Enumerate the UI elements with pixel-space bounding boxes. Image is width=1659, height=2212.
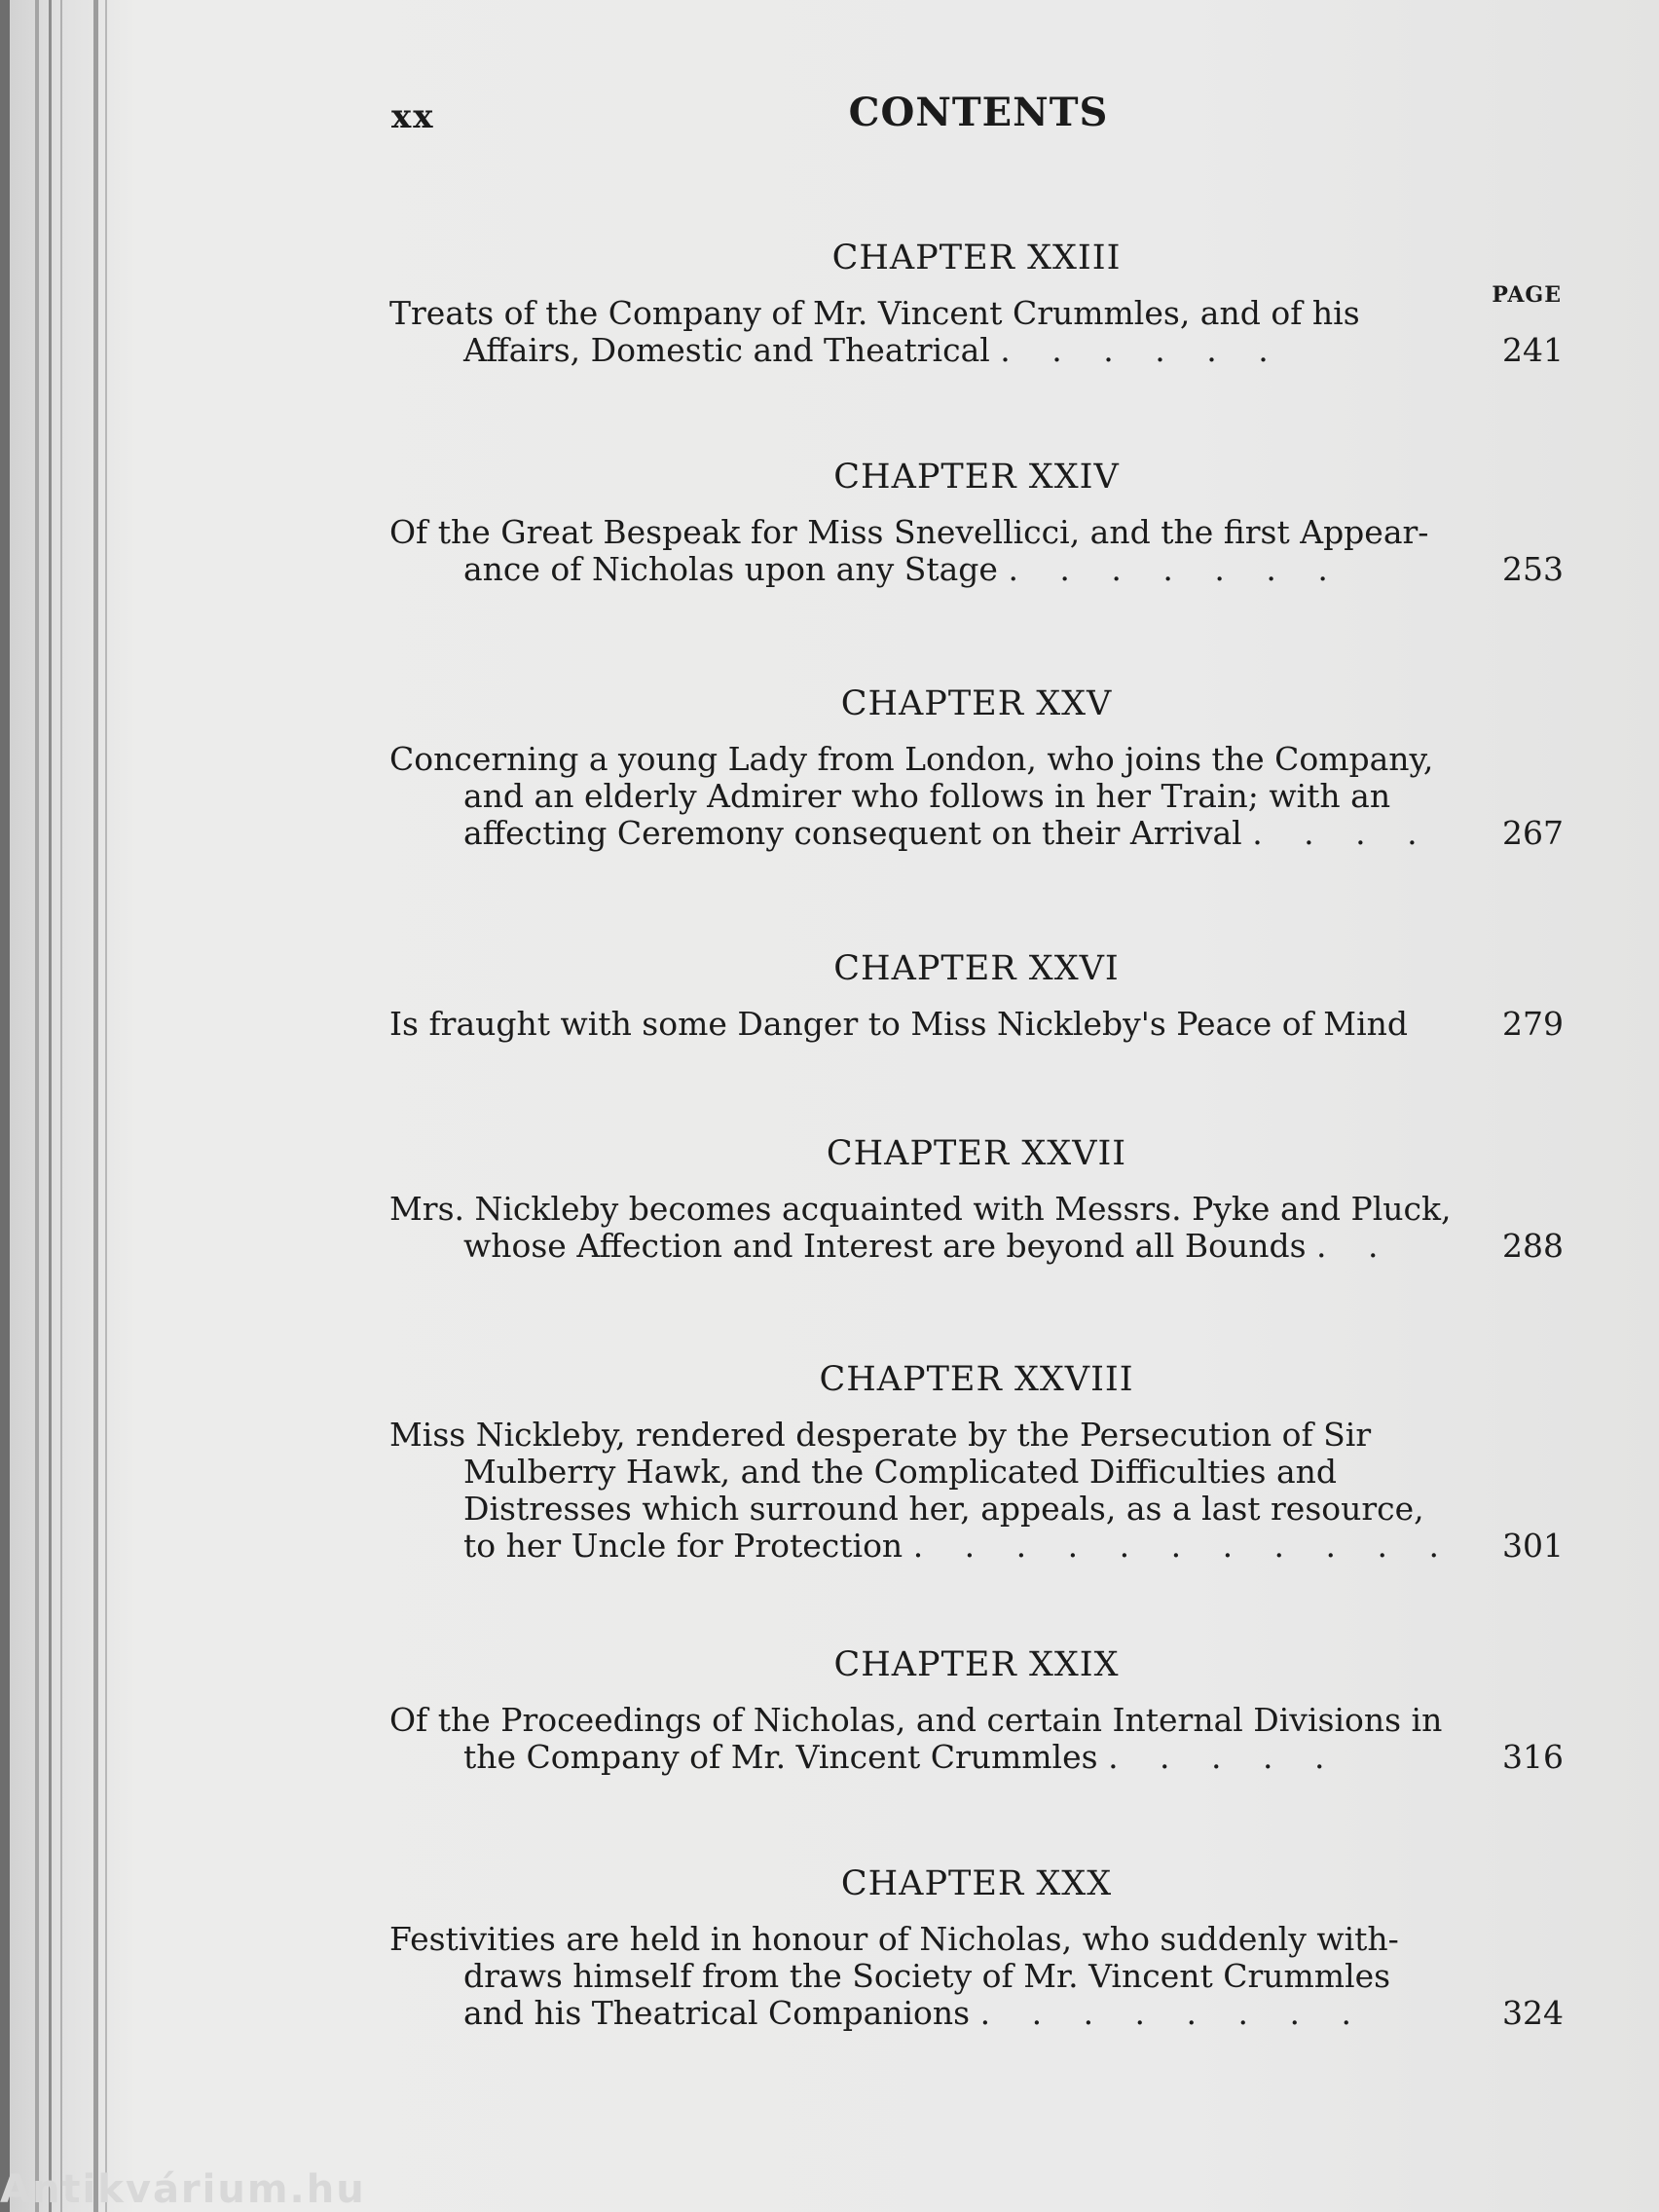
page-column-label: PAGE: [1492, 282, 1562, 308]
page-title: CONTENTS: [848, 90, 1109, 135]
leader-dots: . .: [1316, 1227, 1379, 1265]
description-line: Miss Nickleby, rendered desperate by the Persecution of Sir: [389, 1416, 1372, 1454]
description-line: Distresses which surround her, appeals, as a last resource,: [463, 1490, 1424, 1528]
description-line: Mulberry Hawk, and the Complicated Difficulties and: [463, 1453, 1338, 1491]
binding-edge: [49, 0, 52, 2212]
page-number: 267: [1502, 814, 1564, 852]
chapter-description: [389, 1191, 1564, 1265]
chapter-entry: [389, 1134, 1564, 1265]
leader-dots: . . . .: [1252, 814, 1418, 852]
chapter-entry: [389, 458, 1564, 588]
chapter-heading: CHAPTER XXIX: [833, 1645, 1120, 1684]
chapter-entry: [389, 1360, 1564, 1565]
page-number: 301: [1502, 1527, 1564, 1565]
watermark-text: Antikvárium.hu: [0, 2167, 366, 2212]
description-line: draws himself from the Society of Mr. Vincent Crummles: [463, 1957, 1391, 1995]
page-number-roman: xx: [391, 97, 435, 136]
page-header: [389, 90, 1567, 148]
description-line: Affairs, Domestic and Theatrical . . . . . .: [463, 331, 1269, 369]
chapter-entry: [389, 239, 1564, 369]
chapter-description: [389, 1702, 1564, 1776]
leader-dots: . . . . . . . .: [979, 1994, 1351, 2032]
page-number: 288: [1502, 1227, 1564, 1265]
chapter-heading: CHAPTER XXVIII: [819, 1360, 1134, 1399]
leader-dots: . . . . . .: [1000, 331, 1269, 369]
description-line: Of the Proceedings of Nicholas, and certain Internal Divisions in: [389, 1701, 1443, 1739]
leader-dots: . . . . . . .: [1008, 550, 1328, 588]
binding-edge: [35, 0, 39, 2212]
chapter-heading: CHAPTER XXV: [840, 684, 1113, 723]
leader-dots: . . . . .: [1108, 1738, 1325, 1776]
description-line: Concerning a young Lady from London, who joins the Company,: [389, 740, 1434, 778]
description-line: and an elderly Admirer who follows in her Train; with an: [463, 777, 1391, 815]
chapter-description: [389, 1417, 1564, 1565]
chapter-heading: CHAPTER XXVII: [826, 1134, 1127, 1173]
chapter-description: [389, 295, 1564, 369]
chapter-description: [389, 514, 1564, 588]
description-line: Of the Great Bespeak for Miss Snevellicci, and the first Appear-: [389, 513, 1429, 551]
chapter-description: [389, 741, 1564, 852]
page-number: 279: [1502, 1005, 1564, 1043]
description-line: Treats of the Company of Mr. Vincent Crummles, and of his: [389, 294, 1360, 332]
chapter-heading: CHAPTER XXX: [840, 1864, 1113, 1903]
description-line: Festivities are held in honour of Nicholas, who suddenly with-: [389, 1920, 1399, 1958]
description-line: to her Uncle for Protection . . . . . . . . . . .: [463, 1527, 1439, 1565]
chapter-entry: [389, 949, 1564, 1043]
description-line: and his Theatrical Companions . . . . . . . .: [463, 1994, 1351, 2032]
chapter-heading: CHAPTER XXIV: [833, 458, 1120, 497]
binding-edge: [0, 0, 10, 2212]
page-number: 324: [1502, 1994, 1564, 2032]
page-number: 316: [1502, 1738, 1564, 1776]
chapter-heading: CHAPTER XXVI: [833, 949, 1120, 988]
description-line: whose Affection and Interest are beyond all Bounds . .: [463, 1227, 1379, 1265]
description-line: Mrs. Nickleby becomes acquainted with Messrs. Pyke and Pluck,: [389, 1190, 1452, 1228]
chapter-description: [389, 1921, 1564, 2032]
leader-dots: . . . . . . . . . . .: [912, 1527, 1439, 1565]
binding-edge: [105, 0, 107, 2212]
binding-edge: [93, 0, 98, 2212]
page-number: 253: [1502, 550, 1564, 588]
description-line: Is fraught with some Danger to Miss Nickleby's Peace of Mind: [389, 1005, 1409, 1043]
chapter-entry: [389, 1864, 1564, 2032]
binding-edge: [60, 0, 62, 2212]
description-line: affecting Ceremony consequent on their Arrival . . . .: [463, 814, 1418, 852]
chapter-entry: [389, 1645, 1564, 1776]
chapter-description: [389, 1006, 1564, 1043]
description-line: the Company of Mr. Vincent Crummles . . . . .: [463, 1738, 1325, 1776]
chapter-heading: CHAPTER XXIII: [831, 239, 1122, 277]
page-number: 241: [1502, 331, 1564, 369]
chapter-entry: [389, 684, 1564, 852]
description-line: ance of Nicholas upon any Stage . . . . . . .: [463, 550, 1328, 588]
